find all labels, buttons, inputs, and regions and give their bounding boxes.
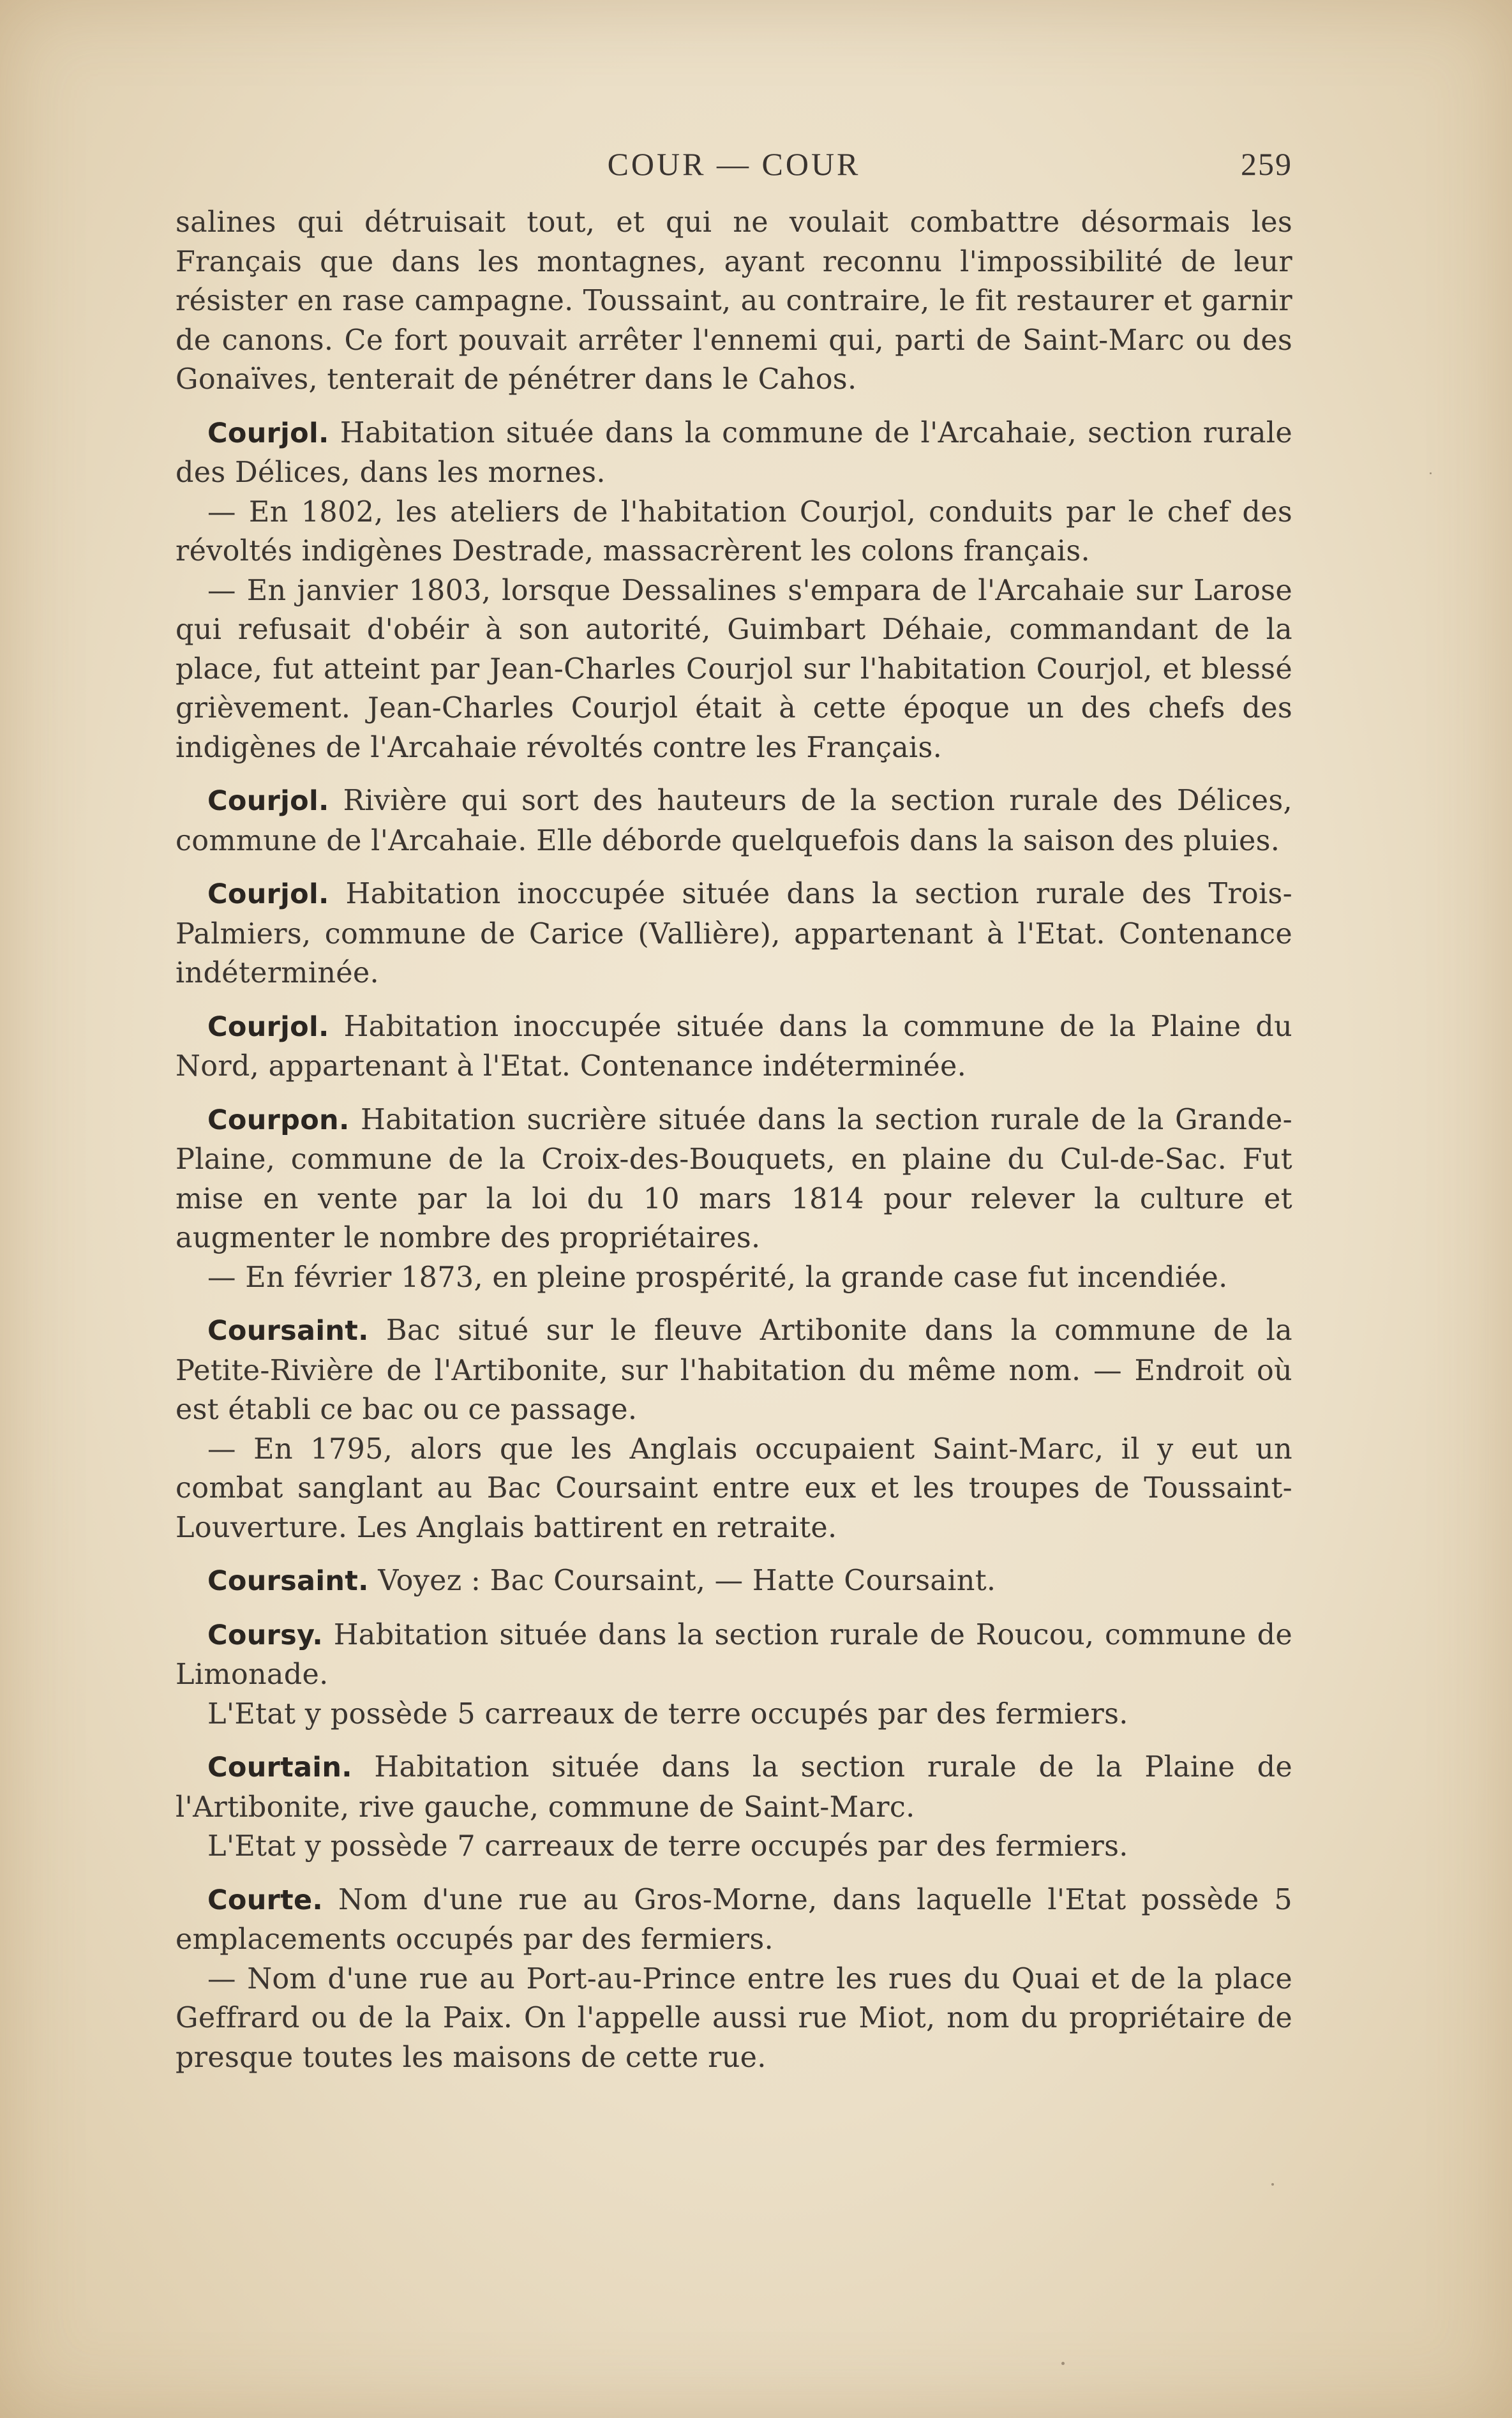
entry-paragraph: — Nom d'une rue au Port-au-Prince entre les rues du Quai et de la place Geffrard ou de la Paix. On l'appelle aussi rue Miot, nom du propriétaire de presque toutes les maisons de cette rue. — [176, 1962, 1292, 2074]
entry-headword: Courjol. — [207, 785, 329, 817]
paper-speck — [1271, 2183, 1274, 2186]
entry-text: Habitation située dans la section rurale de Roucou, commune de Limonade. — [176, 1618, 1292, 1691]
entry-text: Voyez : Bac Coursaint, — Hatte Coursaint. — [368, 1565, 996, 1597]
running-head: COUR — COUR — [607, 146, 861, 182]
page-body — [176, 203, 1292, 2077]
entry-courtain — [176, 1748, 1292, 1866]
entry-headword: Courjol. — [207, 878, 329, 910]
entry-text: Rivière qui sort des hauteurs de la section rurale des Délices, commune de l'Arcahaie. Elle déborde quelquefois dans la saison des pluies. — [176, 785, 1292, 857]
entry-headword: Courtain. — [207, 1752, 352, 1783]
entry-courjol-2 — [176, 781, 1292, 860]
entry-headword: Courpon. — [207, 1104, 350, 1136]
entry-paragraph: — En janvier 1803, lorsque Dessalines s'empara de l'Arcahaie sur Larose qui refusait d'obéir à son autorité, Guimbart Déhaie, commandant de la place, fut atteint par Jean-Charles Courjol sur l'habitation Courjol, et blessé grièvement. Jean-Charles Courjol était à cette époque un des chefs des indigènes de l'Arcahaie révoltés contre les Français. — [176, 574, 1292, 764]
entry-headword: Coursaint. — [207, 1315, 369, 1347]
entry-courjol-3 — [176, 875, 1292, 993]
paper-speck — [1430, 472, 1432, 474]
entry-paragraph: — En février 1873, en pleine prospérité, la grande case fut incendiée. — [207, 1261, 1228, 1294]
page-header — [176, 146, 1292, 190]
entry-paragraph: — En 1802, les ateliers de l'habitation Courjol, conduits par le chef des révoltés indigènes Destrade, massacrèrent les colons français. — [176, 495, 1292, 567]
entry-headword: Courjol. — [207, 1010, 329, 1043]
entry-coursy — [176, 1616, 1292, 1734]
paper-speck — [1061, 2362, 1065, 2365]
entry-headword: Courjol. — [207, 417, 329, 449]
entry-coursaint-2 — [176, 1561, 1292, 1602]
entry-text: Habitation inoccupée située dans la section rurale des Trois-Palmiers, commune de Carice (Vallière), appartenant à l'Etat. Contenance indéterminée. — [176, 878, 1292, 989]
entry-text: Habitation située dans la commune de l'Arcahaie, section rurale des Délices, dans les mornes. — [176, 416, 1292, 489]
entry-courjol-4 — [176, 1007, 1292, 1086]
entry-text: Nom d'une rue au Gros-Morne, dans laquelle l'Etat possède 5 emplacements occupés par des fermiers. — [176, 1883, 1292, 1956]
entry-text: Habitation située dans la section rurale de la Plaine de l'Artibonite, rive gauche, commune de Saint-Marc. — [176, 1751, 1292, 1824]
entry-paragraph: L'Etat y possède 7 carreaux de terre occupés par des fermiers. — [207, 1830, 1128, 1863]
entry-courpon — [176, 1100, 1292, 1298]
entry-paragraph: — En 1795, alors que les Anglais occupaient Saint-Marc, il y eut un combat sanglant au Bac Coursaint entre eux et les troupes de Toussaint-Louverture. Les Anglais battirent en retraite. — [176, 1432, 1292, 1544]
entry-coursaint-1 — [176, 1311, 1292, 1547]
continuation-paragraph: salines qui détruisait tout, et qui ne voulait combattre désormais les Français que dans les montagnes, ayant reconnu l'impossibilité de leur résister en rase campagne. Toussaint, au contraire, le fit restaurer et garnir de canons. Ce fort pouvait arrêter l'ennemi qui, parti de Saint-Marc ou des Gonaïves, tenterait de pénétrer dans le Cahos. — [176, 206, 1292, 396]
entry-courte — [176, 1881, 1292, 2078]
entry-text: Bac situé sur le fleuve Artibonite dans la commune de la Petite-Rivière de l'Artibonite, sur l'habitation du même nom. — Endroit où est établi ce bac ou ce passage. — [176, 1314, 1292, 1426]
entry-courjol-1 — [176, 414, 1292, 768]
entry-paragraph: L'Etat y possède 5 carreaux de terre occupés par des fermiers. — [207, 1697, 1128, 1731]
page-number: 259 — [1241, 146, 1292, 182]
entry-headword: Coursaint. — [207, 1565, 369, 1597]
entry-headword: Courte. — [207, 1884, 324, 1916]
entry-headword: Coursy. — [207, 1619, 324, 1651]
entry-text: Habitation inoccupée située dans la commune de la Plaine du Nord, appartenant à l'Etat. Contenance indéterminée. — [176, 1010, 1292, 1083]
entry-text: Habitation sucrière située dans la section rurale de la Grande-Plaine, commune de la Croix-des-Bouquets, en plaine du Cul-de-Sac. Fut mise en vente par la loi du 10 mars 1814 pour relever la culture et augmenter le nombre des propriétaires. — [176, 1103, 1292, 1254]
